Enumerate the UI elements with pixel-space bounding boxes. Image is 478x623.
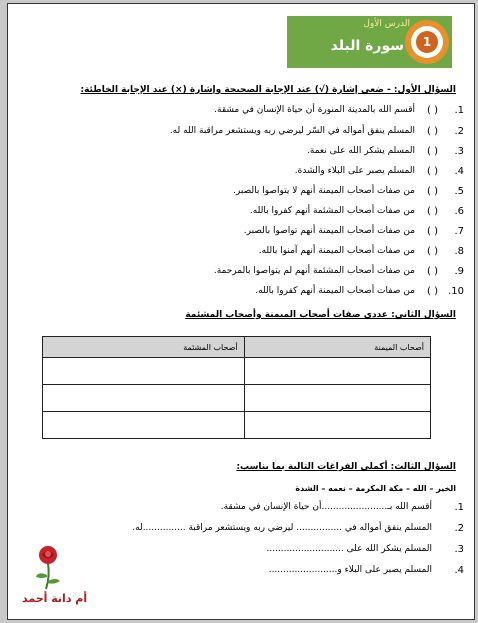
q1-item-number: 3. [454, 145, 464, 157]
q1-answer-box[interactable]: ( ) [427, 104, 438, 116]
q1-item-text: من صفات أصحاب الميمنة أنهم كفروا بالله. [255, 286, 416, 296]
q1-answer-box[interactable]: ( ) [427, 205, 438, 217]
q3-item-text[interactable]: أقسم الله بـ.......................أن حياة الإنسان في مشقة. [220, 502, 432, 512]
q1-item [295, 164, 464, 178]
q2-answer-cell[interactable] [43, 358, 245, 385]
q1-answer-box[interactable]: ( ) [427, 225, 438, 237]
q1-item-text: من صفات أصحاب الميمنة أنهم تواصوا بالصبر. [243, 226, 416, 236]
q1-item-text: من صفات أصحاب المشئمة أنهم لم يتواصوا بالمرحمة. [213, 266, 416, 276]
q3-item [267, 542, 465, 556]
q3-heading: السؤال الثالث: أكملي الفراغات التالية بما يناسب: [236, 462, 456, 472]
table-row [43, 358, 431, 385]
q3-item-number: 4. [454, 564, 464, 576]
q1-item-text: أقسم الله بالمدينة المنورة أن حياة الإنسان في مشقة. [214, 105, 416, 115]
q2-answer-cell[interactable] [244, 385, 430, 412]
q1-item [170, 124, 464, 138]
q1-item-text: المسلم ينفق أمواله في السّر ليرضي ربه ويستشعر مراقبة الله له. [169, 126, 416, 136]
q2-answer-cell[interactable] [43, 385, 245, 412]
q1-item [259, 244, 464, 258]
q1-answer-box[interactable]: ( ) [427, 245, 438, 257]
q1-item-number: 4. [454, 165, 464, 177]
q1-item-number: 1. [454, 104, 464, 116]
q1-answer-box[interactable]: ( ) [427, 165, 438, 177]
q2-table [42, 336, 431, 439]
q2-table-header-row [43, 337, 431, 358]
q1-item-number: 10. [448, 285, 464, 297]
q2-answer-cell[interactable] [43, 412, 245, 439]
q1-item [214, 103, 464, 117]
q2-col-left: أصحاب المشئمة [43, 337, 245, 358]
q1-answer-box[interactable]: ( ) [427, 145, 438, 157]
q1-answer-box[interactable]: ( ) [427, 125, 438, 137]
q3-item-number: 1. [454, 501, 464, 513]
table-row [43, 385, 431, 412]
q1-item-number: 7. [454, 225, 464, 237]
q1-answer-box[interactable]: ( ) [427, 285, 438, 297]
q1-answer-box[interactable]: ( ) [427, 185, 438, 197]
q1-item-text: المسلم يشكر الله على نعمة. [307, 146, 416, 156]
q1-item [233, 184, 464, 198]
surah-title: سورة البلد [330, 38, 404, 54]
q1-item [250, 204, 464, 218]
q1-item-text: من صفات أصحاب الميمنة أنهم لا يتواصوا بالصبر. [233, 186, 416, 196]
q3-item [269, 563, 464, 577]
q1-item-number: 5. [454, 185, 464, 197]
q1-item-text: المسلم يصبر على البلاء والشدة. [294, 166, 416, 176]
q1-item-text: من صفات أصحاب الميمنة أنهم آمنوا بالله. [258, 246, 416, 256]
q3-word-bank: الخير – الله – مكة المكرمة – نعمه – الشدة [295, 484, 456, 493]
q3-item-number: 3. [454, 543, 464, 555]
q3-item [132, 521, 464, 535]
q1-item [244, 224, 464, 238]
q3-item-text[interactable]: المسلم يصبر على البلاء و........................ [268, 565, 432, 575]
q1-item-number: 6. [454, 205, 464, 217]
q3-item-text[interactable]: المسلم ينفق أمواله في ................ ليرضي ربه ويستشعر مراقبة ...............له. [132, 523, 432, 533]
q1-item [307, 144, 464, 158]
lesson-tag: الدرس الأول [363, 19, 410, 29]
q1-item-text: من صفات أصحاب المشئمة أنهم كفروا بالله. [249, 206, 416, 216]
q1-item [214, 264, 464, 278]
q1-item-number: 2. [454, 125, 464, 137]
q3-item-text[interactable]: المسلم يشكر الله على ........................... [266, 544, 432, 554]
q1-item [255, 284, 464, 298]
q1-heading: السؤال الأول: - ضعي إشارة (√) عند الإجابة الصحيحة وإشارة (×) عند الإجابة الخاطئة: [80, 85, 456, 95]
author-logo-text: أم دانة أحمد [22, 592, 88, 605]
q1-answer-box[interactable]: ( ) [427, 265, 438, 277]
q1-item-number: 8. [454, 245, 464, 257]
q2-heading: السؤال الثاني: عددي صفات أصحاب الميمنة وأصحاب المشئمة [185, 310, 456, 320]
table-row [43, 412, 431, 439]
q3-item-number: 2. [454, 522, 464, 534]
q2-answer-cell[interactable] [244, 358, 430, 385]
rose-icon [28, 543, 68, 591]
q2-answer-cell[interactable] [244, 412, 430, 439]
q3-item [221, 500, 464, 514]
q1-item-number: 9. [454, 265, 464, 277]
lesson-number: 1 [416, 31, 438, 53]
q2-col-right: أصحاب الميمنة [244, 337, 430, 358]
